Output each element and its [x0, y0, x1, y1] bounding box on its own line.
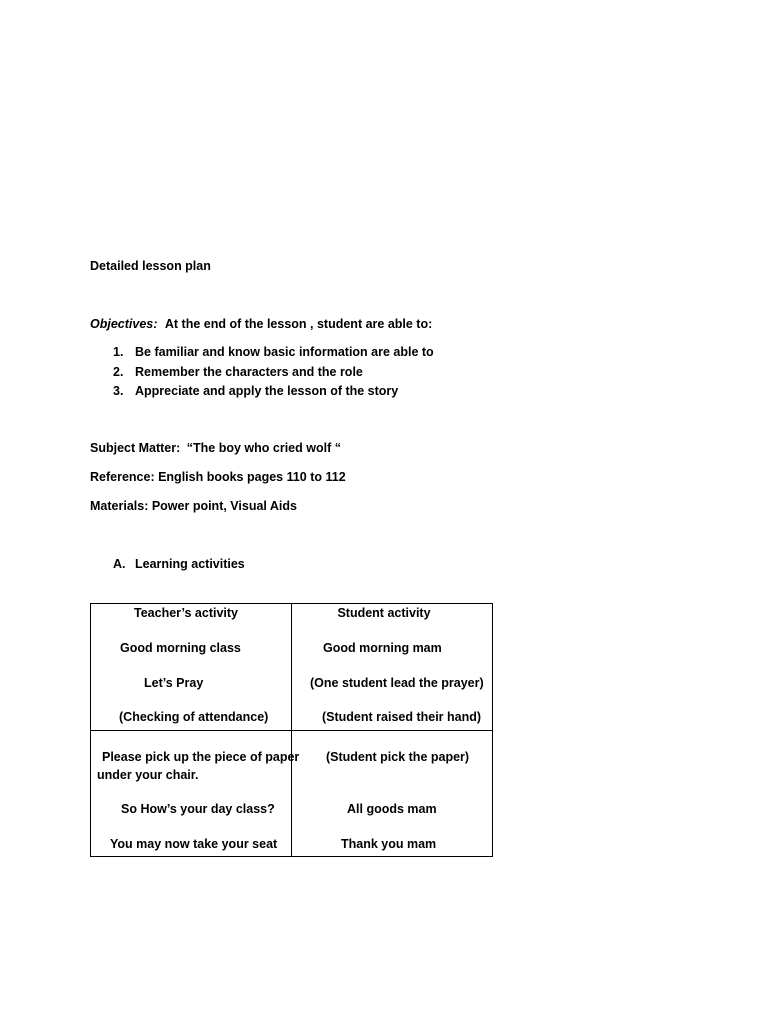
table-cell-text: All goods mam — [347, 802, 437, 816]
teacher-header: Teacher’s activity — [134, 606, 238, 620]
list-item-text: Be familiar and know basic information are able to — [135, 345, 434, 359]
objectives-label: Objectives: — [90, 317, 158, 331]
table-cell-text: (One student lead the prayer) — [310, 676, 484, 690]
table-cell-text: (Student pick the paper) — [326, 750, 470, 764]
table-cell-text: Let’s Pray — [144, 676, 204, 690]
list-item-text: Appreciate and apply the lesson of the story — [135, 384, 399, 398]
list-item-text: Remember the characters and the role — [135, 364, 363, 379]
reference-line: Reference: English books pages 110 to 112 — [90, 470, 346, 484]
teacher-cell — [91, 604, 292, 731]
list-item-number: 3. — [113, 384, 124, 398]
table-row — [91, 731, 493, 857]
objectives-line — [90, 316, 432, 332]
list-item — [113, 363, 434, 383]
student-cell — [292, 604, 493, 731]
teacher-cell — [91, 731, 300, 857]
list-item — [113, 382, 434, 402]
table-cell-text: (Student raised their hand) — [322, 710, 482, 724]
materials-line: Materials: Power point, Visual Aids — [90, 499, 297, 513]
subject-matter-value: “The boy who cried wolf “ — [186, 441, 341, 455]
subject-matter-label: Subject Matter: — [90, 441, 181, 455]
list-item-number: 2. — [113, 364, 124, 379]
student-header: Student activity — [337, 606, 431, 620]
table-cell-text: under your chair. — [97, 768, 199, 782]
section-letter: A. — [113, 557, 126, 571]
table-cell-text: So How’s your day class? — [121, 802, 275, 816]
table-cell-text: Thank you mam — [341, 837, 437, 851]
table-cell-text: Good morning class — [120, 641, 241, 655]
student-cell — [292, 731, 493, 857]
table-cell-text: Please pick up the piece of paper — [102, 750, 300, 764]
objectives-intro: At the end of the lesson , student are able to: — [164, 317, 433, 331]
list-item-number: 1. — [113, 345, 124, 359]
table-cell-text: You may now take your seat — [110, 837, 278, 851]
section-heading — [113, 556, 245, 572]
document-title: Detailed lesson plan — [90, 259, 211, 273]
list-item — [113, 343, 434, 363]
objectives-list — [113, 343, 434, 402]
table-cell-text: (Checking of attendance) — [119, 710, 269, 724]
table-cell-text: Good morning mam — [323, 641, 442, 655]
table-row — [91, 604, 493, 731]
subject-matter-line — [90, 440, 341, 456]
activities-table — [90, 603, 493, 857]
section-title: Learning activities — [135, 557, 245, 571]
